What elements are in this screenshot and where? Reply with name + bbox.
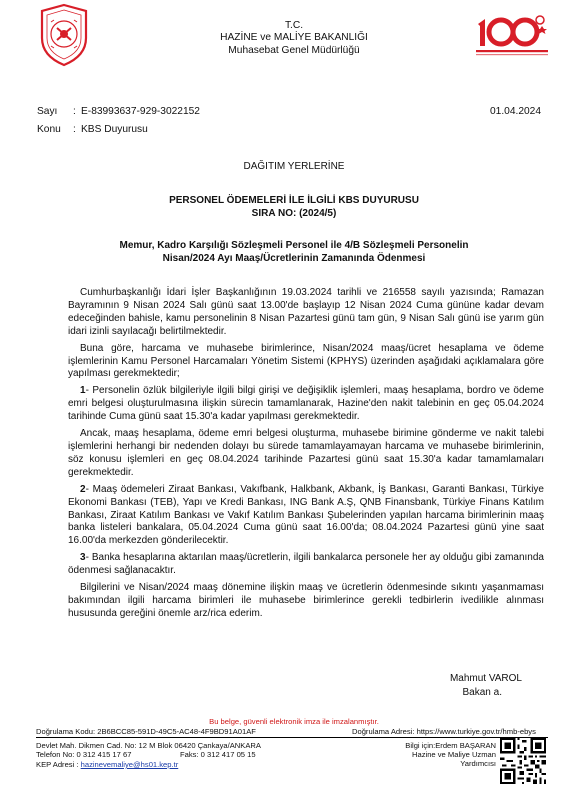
verification-code xyxy=(36,727,256,736)
sayi-sep: : xyxy=(73,106,76,117)
kep-address-link[interactable]: hazinevemaliye@hs01.kep.tr xyxy=(80,760,179,769)
document-title: PERSONEL ÖDEMELERİ İLE İLGİLİ KBS DUYURUSU xyxy=(169,195,419,206)
item-text-2: - Maaş ödemeleri Ziraat Bankası, Vakıfbank, Halkbank, Akbank, İş Bankası, Garanti Bankası, Türkiye Ekonomi Bankası (TEB), Yapı ve Kredi Bankası, ING Bank A.Ş, QNB Finansbank, Türkiye Finans Katılım Bankası, Ziraat Katılım Bankası ve Vakıf Katılım Bankası Şubelerinden yapılan harcama birimlerinin maaş banka listeleri bankalara, 05.04.2024 Cuma günü saat 16.00'da; 08.04.2024 Pazartesi günü yine saat 16.00'da merkezden gönderilecektir. xyxy=(68,483,544,547)
konu-sep: : xyxy=(73,124,76,135)
verification-code-value: 2B6BCC85-591D-49C5-AC48-4F9BD91A01AF xyxy=(97,727,256,736)
recipient: DAĞITIM YERLERİNE xyxy=(243,161,345,172)
signatory-name: Mahmut VAROL xyxy=(449,673,522,684)
footer-contact: Bilgi için:Erdem BAŞARAN xyxy=(405,741,496,750)
item-number-3: 3 xyxy=(80,552,86,564)
paragraph-5 xyxy=(68,484,544,549)
verification-code-label: Doğrulama Kodu: xyxy=(36,727,96,736)
qr-code-icon xyxy=(500,738,546,784)
header-directorate: Muhasebat Genel Müdürlüğü xyxy=(228,45,360,56)
document-subtitle-1: Memur, Kadro Karşılığı Sözleşmeli Personel ile 4/B Sözleşmeli Personelin xyxy=(119,240,469,251)
document-body xyxy=(68,287,544,625)
item-text-3: - Banka hesaplarına aktarılan maaş/ücretlerin, ilgili bankalarca personele her ay olduğu gibi zamanında ödenmesi sağlanacaktır. xyxy=(68,552,544,577)
document-subtitle-2: Nisan/2024 Ayı Maaş/Ücretlerinin Zamanında Ödenmesi xyxy=(162,253,426,264)
item-number-2: 2 xyxy=(80,483,86,495)
sayi-value: E-83993637-929-3022152 xyxy=(81,106,200,117)
document-sequence: SIRA NO: (2024/5) xyxy=(251,208,337,219)
header-ministry: HAZİNE ve MALİYE BAKANLIĞI xyxy=(220,32,368,43)
signature-warning: Bu belge, güvenli elektronik imza ile imzalanmıştır. xyxy=(209,717,379,726)
footer-address: Devlet Mah. Dikmen Cad. No: 12 M Blok 06420 Çankaya/ANKARA xyxy=(36,741,261,750)
footer-phone: Telefon No: 0 312 415 17 67 xyxy=(36,750,132,759)
footer-contact-title: Hazine ve Maliye Uzman xyxy=(412,750,496,759)
paragraph-6 xyxy=(68,552,544,578)
footer-divider xyxy=(36,737,548,738)
verification-address xyxy=(352,727,536,736)
paragraph-7: Bilgilerini ve Nisan/2024 maaş dönemine ilişkin maaş ve ücretlerin ödenmesinde sıkıntı yaşanmaması bakımından ilgili harcama birimleri ile muhasebe birimlerince gerekli tedbirlerin ivedilikle alınması hususunda gereğini önemle arz/rica ederim. xyxy=(68,582,544,619)
footer-kep xyxy=(36,760,178,769)
signatory-title: Bakan a. xyxy=(462,687,502,698)
footer-fax: Faks: 0 312 417 05 15 xyxy=(180,750,256,759)
item-text-1: - Personelin özlük bilgileriyle ilgili bilgi girişi ve değişiklik işlemleri, maaş hesaplama, bordro ve ödeme emri belgesi oluşturulmasına ilişkin sürecin tamamlanarak, Hazine'den nakit talebinin en geç 05.04.2024 tarihinde Cuma günü saat 15.30'a kadar yapılması gerekmektedir. xyxy=(68,385,544,423)
paragraph-4: Ancak, maaş hesaplama, ödeme emri belgesi oluşturma, muhasebe birimine gönderme ve nakit talebi işlemlerini herhangi bir nedenden dolayı bu sürede tamamlayamayan harcama ve muhasebe birimlerinin, söz konusu işlemleri en geç 08.04.2024 tarihinde Pazartesi günü saat 15.30'a kadar tamamlamaları gerekmektedir. xyxy=(68,428,544,478)
item-number-1: 1 xyxy=(80,385,86,397)
sayi-label: Sayı xyxy=(37,106,58,117)
footer-contact-title-2: Yardımcısı xyxy=(460,759,496,768)
paragraph-3 xyxy=(68,385,544,424)
konu-label: Konu xyxy=(37,124,61,135)
verification-url[interactable]: https://www.turkiye.gov.tr/hmb-ebys xyxy=(416,727,536,736)
kep-label: KEP Adresi : xyxy=(36,760,79,769)
paragraph-1: Cumhurbaşkanlığı İdari İşler Başkanlığının 19.03.2024 tarihli ve 216558 sayılı yazısında; Ramazan Bayramının 9 Nisan 2024 Salı günü saat 13.00'de başlayıp 12 Nisan 2024 Cuma gününe kadar devam edeceğinden bahisle, kamu personelinin 8 Nisan Pazartesi günü tam gün, 9 Nisan Salı günü ise yarım gün idari izinli sayılacağı belirtilmektedir. xyxy=(68,287,544,337)
document-date: 01.04.2024 xyxy=(490,106,541,117)
paragraph-2: Buna göre, harcama ve muhasebe birimlerince, Nisan/2024 maaş/ücret hesaplama ve ödeme işlemlerinin Kamu Personel Harcamaları Yönetim Sistemi (KPHYS) üzerinden aşağıdaki açıklamalara göre yapılması gerekmektedir; xyxy=(68,342,544,380)
verification-address-label: Doğrulama Adresi: xyxy=(352,727,415,736)
konu-value: KBS Duyurusu xyxy=(81,124,148,135)
header-tc: T.C. xyxy=(284,20,304,31)
